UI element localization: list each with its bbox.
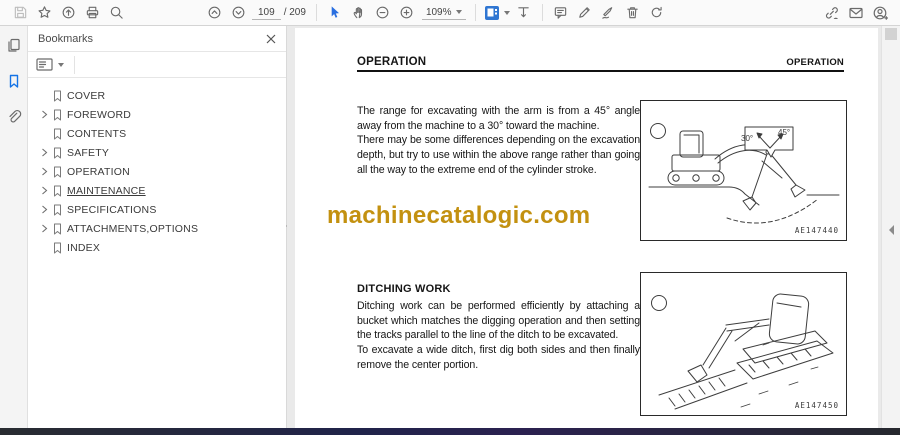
select-cursor-icon [327,5,342,20]
previous-page-icon [207,5,222,20]
bookmark-item-contents[interactable] [28,124,286,143]
zoom-level-value: 109% [425,6,452,18]
intro-paragraph [357,104,640,178]
chevron-right-icon[interactable] [38,224,50,233]
close-panel-button[interactable] [266,34,276,44]
hand-tool-icon [351,5,366,20]
bookmark-options-button[interactable] [36,58,64,72]
bookmark-item-label: OPERATION [67,165,130,178]
figure-ditching-work [640,272,847,416]
section-title-ditching-work: DITCHING WORK [357,283,451,295]
document-pane [287,26,900,428]
zoom-in-button[interactable] [395,2,419,24]
bookmark-item-label: INDEX [67,241,101,254]
bookmark-flag-icon [50,242,64,254]
bookmark-flag-icon [50,166,64,178]
bookmarks-list [28,78,286,257]
delete-button[interactable] [621,2,645,24]
excavator-ditching-illustration [641,273,845,414]
share-button[interactable] [820,2,844,24]
chevron-right-icon[interactable] [38,205,50,214]
zoom-in-icon [399,5,414,20]
chevron-down-icon [456,10,462,14]
page-thumbnails-button[interactable] [3,34,25,56]
chevron-right-icon[interactable] [38,148,50,157]
toolbar [0,0,900,26]
upload-icon [61,5,76,20]
ditching-text-2: To excavate a wide ditch, first dig both sides and then finally remove the center portion. [357,344,640,371]
angle-label-30: 30° [741,134,754,143]
bookmarks-icon [6,73,22,89]
page-total-label: / 209 [283,7,306,18]
hand-tool-button[interactable] [347,2,371,24]
zoom-level-select[interactable] [422,6,466,20]
ditching-text-1: Ditching work can be performed efficiently by attaching a bucket which matches the digging operation and then setting the tracks parallel to the line of the ditch to be excavated. [357,300,640,342]
page-header [357,56,844,72]
bookmark-item-label: SPECIFICATIONS [67,203,157,216]
figure-code-label: AE147450 [794,401,839,410]
toolbar-divider [475,4,476,21]
next-page-button[interactable] [226,2,250,24]
previous-page-button[interactable] [202,2,226,24]
bookmark-flag-icon [50,128,64,140]
pencil-icon [577,5,592,20]
chevron-right-icon[interactable] [38,167,50,176]
save-icon [13,5,28,20]
save-button[interactable] [8,2,32,24]
bookmark-flag-icon [50,109,64,121]
toolbar-divider [316,4,317,21]
trash-icon [625,5,640,20]
figure-code-label: AE147440 [794,226,839,235]
bookmark-options-icon [36,58,54,72]
fit-width-button[interactable] [512,2,536,24]
attachments-icon [6,109,22,125]
bookmark-item-index[interactable] [28,238,286,257]
chevron-down-icon [58,63,64,67]
search-button[interactable] [104,2,128,24]
page-display-button[interactable] [482,2,512,24]
select-tool-button[interactable] [323,2,347,24]
options-divider [74,56,75,74]
bookmark-flag-icon [50,204,64,216]
angle-label-45: 45° [778,128,791,137]
watermark: machinecatalogic.com [327,202,591,229]
attachments-button[interactable] [3,106,25,128]
chevron-down-icon [504,11,510,15]
intro-text-2: There may be some differences depending on the excavation depth, but try to use within the above range rather than going all the way to the extreme end of the cylinder stroke. [357,134,640,176]
bookmarks-panel-title: Bookmarks [38,32,94,45]
bookmark-flag-icon [50,223,64,235]
fit-width-icon [516,5,531,20]
refresh-icon [649,5,664,20]
bookmarks-panel-button[interactable] [3,70,25,92]
refresh-button[interactable] [645,2,669,24]
zoom-out-button[interactable] [371,2,395,24]
page-header-right: OPERATION [786,57,844,68]
bookmark-flag-icon [50,147,64,159]
toolbar-divider [542,4,543,21]
bookmark-item-cover[interactable] [28,86,286,105]
chevron-right-icon[interactable] [38,186,50,195]
bookmark-item-operation[interactable] [28,162,286,181]
profile-icon [872,5,888,21]
vertical-scrollbar[interactable] [881,26,900,428]
upload-button[interactable] [56,2,80,24]
star-icon [37,5,52,20]
bookmark-item-label: CONTENTS [67,127,127,140]
excavator-side-view-illustration [641,101,845,239]
pdf-page [295,28,878,428]
bookmark-item-label: FOREWORD [67,108,132,121]
profile-button[interactable] [868,2,892,24]
print-icon [85,5,100,20]
comment-button[interactable] [549,2,573,24]
bookmark-flag-icon [50,90,64,102]
share-link-icon [824,5,840,21]
bookmark-item-specifications[interactable] [28,200,286,219]
bookmark-item-label: MAINTENANCE [67,184,146,197]
mail-icon [848,5,864,21]
ditching-paragraph [357,299,640,373]
bookmarks-options-row [28,52,286,78]
intro-text-1: The range for excavating with the arm is from a 45° angle away from the machine to a 30° toward the machine. [357,105,640,132]
page-title: OPERATION [357,56,427,68]
page-number-input[interactable]: 109 [252,6,281,20]
bookmarks-panel [28,26,287,428]
chevron-right-icon[interactable] [38,110,50,119]
bookmark-item-maintenance[interactable] [28,181,286,200]
page-display-icon [484,5,500,21]
fill-sign-button[interactable] [597,2,621,24]
bookmark-flag-icon [50,185,64,197]
bookmarks-panel-header [28,26,286,52]
bookmark-item-attachments-options[interactable] [28,219,286,238]
fill-sign-icon [601,5,616,20]
close-icon [266,34,276,44]
navigation-rail [0,26,28,428]
search-icon [109,5,124,20]
favorite-button[interactable] [32,2,56,24]
print-button[interactable] [80,2,104,24]
scrollbar-thumb[interactable] [885,28,897,40]
next-page-icon [231,5,246,20]
zoom-out-icon [375,5,390,20]
bookmark-item-foreword[interactable] [28,105,286,124]
bookmark-item-label: SAFETY [67,146,110,159]
email-button[interactable] [844,2,868,24]
bookmark-item-safety[interactable] [28,143,286,162]
figure-arm-range [640,100,847,241]
draw-button[interactable] [573,2,597,24]
bookmark-item-label: COVER [67,89,106,102]
comment-icon [553,5,568,20]
taskbar-edge [0,428,900,435]
expand-tools-pane-arrow[interactable] [889,225,894,235]
bookmark-item-label: ATTACHMENTS,OPTIONS [67,222,199,235]
page-thumbnails-icon [6,37,22,53]
